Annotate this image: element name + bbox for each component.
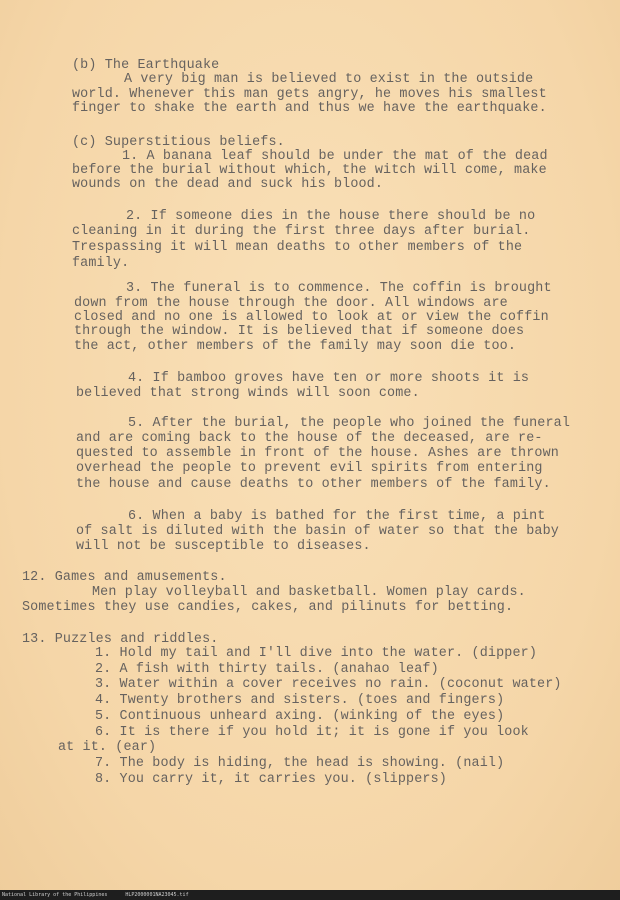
riddle-item: 4. Twenty brothers and sisters. (toes and fingers) bbox=[95, 693, 505, 708]
belief-line: 5. After the burial, the people who joined the funeral bbox=[128, 416, 571, 431]
belief-line: 1. A banana leaf should be under the mat of the dead bbox=[122, 149, 548, 164]
belief-line: family. bbox=[72, 256, 130, 271]
belief-line: through the window. It is believed that if someone does bbox=[74, 324, 525, 339]
riddle-item: 2. A fish with thirty tails. (anahao leaf) bbox=[95, 662, 439, 677]
section-b-line: A very big man is believed to exist in the outside bbox=[124, 72, 534, 87]
belief-line: down from the house through the door. All windows are bbox=[74, 296, 508, 311]
belief-line: before the burial without which, the witch will come, make bbox=[72, 163, 547, 178]
section-13-heading: 13. Puzzles and riddles. bbox=[22, 632, 219, 647]
belief-line: 6. When a baby is bathed for the first time, a pint bbox=[128, 509, 546, 524]
section-12-heading: 12. Games and amusements. bbox=[22, 570, 227, 585]
belief-line: cleaning in it during the first three days after burial. bbox=[72, 224, 531, 239]
belief-line: overhead the people to prevent evil spirits from entering bbox=[76, 461, 543, 476]
section-12-line: Men play volleyball and basketball. Women play cards. bbox=[92, 585, 526, 600]
footer-file-id: HLP2000001NA23045.tif bbox=[125, 892, 189, 898]
section-c-heading: (c) Superstitious beliefs. bbox=[72, 135, 285, 150]
belief-line: 2. If someone dies in the house there should be no bbox=[126, 209, 536, 224]
riddle-item: 3. Water within a cover receives no rain. (coconut water) bbox=[95, 677, 562, 692]
belief-line: wounds on the dead and suck his blood. bbox=[72, 177, 384, 192]
belief-line: the house and cause deaths to other members of the family. bbox=[76, 477, 551, 492]
riddle-item: 7. The body is hiding, the head is showing. (nail) bbox=[95, 756, 505, 771]
belief-line: 3. The funeral is to commence. The coffin is brought bbox=[126, 281, 552, 296]
section-12-line: Sometimes they use candies, cakes, and pilinuts for betting. bbox=[22, 600, 514, 615]
footer-library: National Library of the Philippines bbox=[2, 892, 108, 898]
section-b-line: finger to shake the earth and thus we have the earthquake. bbox=[72, 101, 547, 116]
belief-line: quested to assemble in front of the house. Ashes are thrown bbox=[76, 446, 559, 461]
belief-line: will not be susceptible to diseases. bbox=[76, 539, 371, 554]
archive-footer bbox=[0, 890, 620, 900]
section-b-heading: (b) The Earthquake bbox=[72, 58, 220, 73]
belief-line: believed that strong winds will soon come. bbox=[76, 386, 420, 401]
belief-line: the act, other members of the family may soon die too. bbox=[74, 339, 517, 354]
belief-line: closed and no one is allowed to look at or view the coffin bbox=[74, 310, 549, 325]
riddle-item: 1. Hold my tail and I'll dive into the water. (dipper) bbox=[95, 646, 538, 661]
section-b-line: world. Whenever this man gets angry, he moves his smallest bbox=[72, 87, 547, 102]
belief-line: 4. If bamboo groves have ten or more shoots it is bbox=[128, 371, 530, 386]
riddle-item: 5. Continuous unheard axing. (winking of the eyes) bbox=[95, 709, 505, 724]
belief-line: and are coming back to the house of the deceased, are re- bbox=[76, 431, 543, 446]
riddle-item: 8. You carry it, it carries you. (slippers) bbox=[95, 772, 447, 787]
belief-line: of salt is diluted with the basin of water so that the baby bbox=[76, 524, 559, 539]
belief-line: Trespassing it will mean deaths to other members of the bbox=[72, 240, 523, 255]
riddle-item: at it. (ear) bbox=[58, 740, 157, 755]
riddle-item: 6. It is there if you hold it; it is gone if you look bbox=[95, 725, 529, 740]
